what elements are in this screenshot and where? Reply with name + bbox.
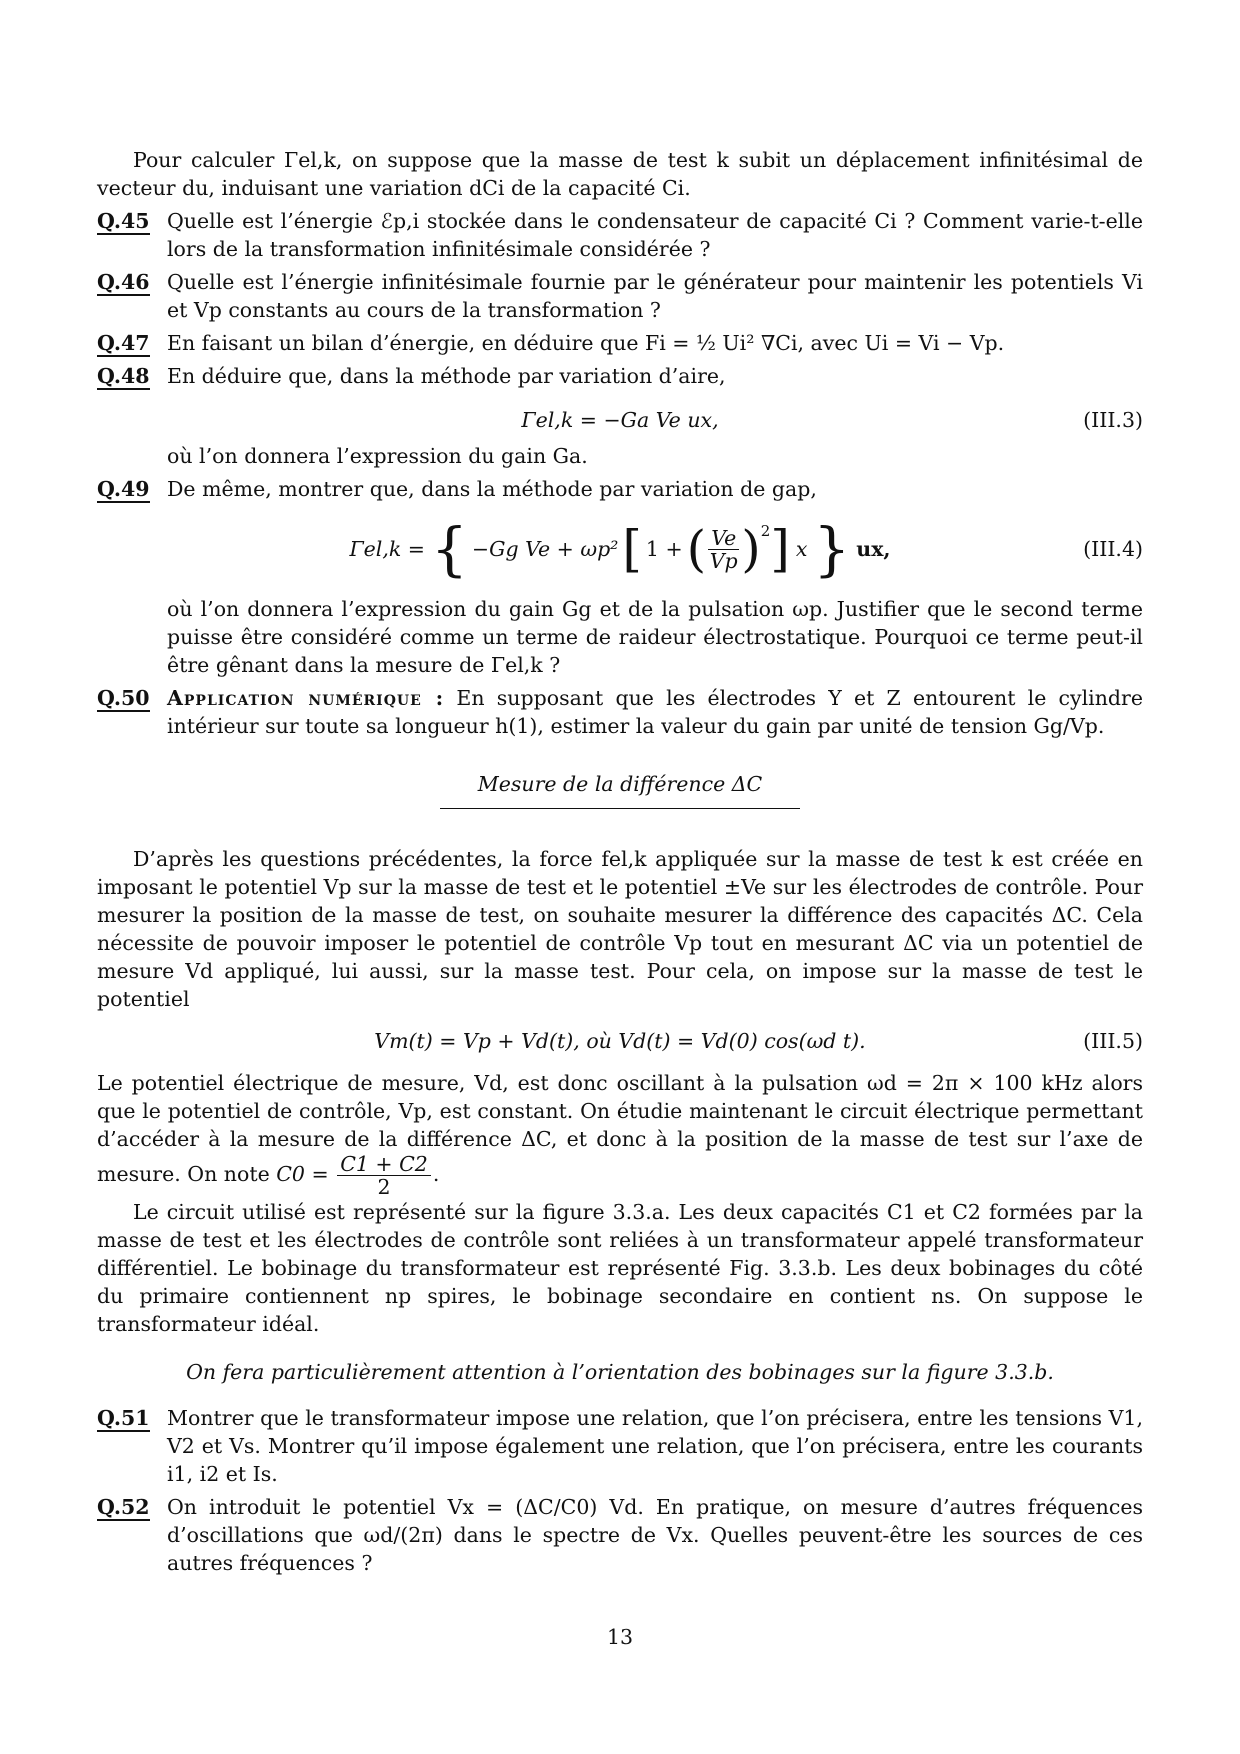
section-heading [97,770,1143,809]
question-number: Q.45 [97,209,150,233]
page-number: 13 [606,1625,634,1649]
question-text: Montrer que le transformateur impose une relation, que l’on précisera, entre les tensions V1, V2 et Vs. Montrer qu’il impose également une relation, que l’on précisera, entre les courants i1, i2 et Is. [167,1406,1143,1486]
section-title: Mesure de la différence ΔC [440,770,800,809]
eq-bracket-open: [ [622,520,642,578]
question-text: En faisant un bilan d’énergie, en déduire que Fi = ½ Ui² ∇Ci, avec Ui = Vi − Vp. [167,331,1005,355]
q48-follow-text: où l’on donnera l’expression du gain Ga. [167,444,588,468]
equation-label: (III.3) [1083,408,1143,432]
question-number: Q.50 [97,686,150,710]
paragraph-potential [97,1069,1143,1198]
application-numerique-label: Application numérique : [167,686,445,710]
question-45 [97,207,1143,263]
question-text: En déduire que, dans la méthode par variation d’aire, [167,364,726,388]
c0-end: . [432,1162,440,1186]
paragraph-force: D’après les questions précédentes, la force fel,k appliquée sur la masse de test k est créée en imposant le potentiel Vp sur la masse de test et le potentiel ±Ve sur les électrodes de contrôle. Pour mesurer la position de la masse de test, on souhaite mesurer la différence des capacités ΔC. Cela nécessite de pouvoir imposer le potentiel de contrôle Vp tout en mesurant ΔC via un potentiel de mesure Vd appliqué, lui aussi, sur la masse test. Pour cela, on impose sur la masse de test le potentiel [97,847,1143,1011]
q49-follow-text: où l’on donnera l’expression du gain Gg et de la pulsation ωp. Justifier que le second terme puisse être considéré comme un terme de raideur électrostatique. Pourquoi ce terme peut-il être gênant dans la mesure de Γel,k ? [167,597,1143,677]
eq-rhs: ux, [856,537,891,561]
page-content [97,146,1143,1577]
eq-paren-close: ) [741,520,761,578]
equation-III3 [97,398,1143,442]
eq-frac-den: Vp [709,548,738,573]
eq-frac-num: Ve [708,527,739,550]
intro-paragraph: Pour calculer Γel,k, on suppose que la masse de test k subit un déplacement infinitésimal de vecteur du, induisant une variation dCi de la capacité Ci. [97,148,1143,200]
eq-term1: −Gg Ve + ωp² [471,537,619,561]
paragraph-circuit: Le circuit utilisé est représenté sur la figure 3.3.a. Les deux capacités C1 et C2 formées par la masse de test et les électrodes de contrôle sont reliées à un transformateur appelé transformateur différentiel. Le bobinage du transformateur est représenté Fig. 3.3.b. Les deux bobinages du côté du primaire contiennent np spires, le bobinage secondaire en contient ns. On suppose le transformateur idéal. [97,1200,1143,1336]
paragraph-potential-text: Le potentiel électrique de mesure, Vd, est donc oscillant à la pulsation ωd = 2π × 100 kHz alors que le potentiel de contrôle, Vp, est constant. On étudie maintenant le circuit électrique permettant d’accéder à la mesure de la différence ΔC, et donc à la position de la masse de test sur l’axe de mesure. On note [97,1071,1143,1186]
question-number: Q.48 [97,364,150,388]
question-51 [97,1404,1143,1488]
eq-bracket-close: ] [770,520,790,578]
eq-fraction [708,527,739,572]
question-number: Q.49 [97,477,150,501]
question-47 [97,329,1143,357]
equation-formula: Vm(t) = Vp + Vd(t), où Vd(t) = Vd(0) cos(ωd t). [374,1029,866,1053]
c0-lhs: C0 = [276,1162,329,1186]
question-50 [97,684,1143,740]
question-text: Quelle est l’énergie infinitésimale fournie par le générateur pour maintenir les potentiels Vi et Vp constants au cours de la transformation ? [167,270,1143,322]
equation-label: (III.4) [1083,537,1143,561]
question-49 [97,475,1143,503]
equation-label: (III.5) [1083,1029,1143,1053]
question-number: Q.47 [97,331,150,355]
eq-x: x [795,537,808,561]
question-48 [97,362,1143,390]
question-number: Q.46 [97,270,150,294]
question-number: Q.52 [97,1495,150,1519]
equation-III5 [97,1019,1143,1063]
question-text: Quelle est l’énergie ℰp,i stockée dans le condensateur de capacité Ci ? Comment varie-t-elle lors de la transformation infinitésimale considérée ? [167,209,1143,261]
equation-formula: Γel,k = −Ga Ve ux, [521,408,719,432]
c0-den: 2 [377,1175,391,1199]
eq-lhs: Γel,k = [349,537,425,561]
question-text: On introduit le potentiel Vx = (ΔC/C0) Vd. En pratique, on mesure d’autres fréquences d’oscillations que ωd/(2π) dans le spectre de Vx. Quelles peuvent-être les sources de ces autres fréquences ? [167,1495,1143,1575]
eq-one-plus: 1 + [645,537,683,561]
question-text: De même, montrer que, dans la méthode par variation de gap, [167,477,817,501]
eq-brace-open: { [430,515,468,583]
question-number: Q.51 [97,1406,150,1430]
eq-brace-close: } [813,515,851,583]
question-text: En supposant que les électrodes Y et Z entourent le cylindre intérieur sur toute sa longueur h(1), estimer la valeur du gain par unité de tension Gg/Vp. [167,686,1143,738]
eq-exponent: 2 [760,522,771,540]
c0-fraction [337,1153,431,1198]
eq-paren-open: ( [686,520,707,578]
question-46 [97,268,1143,324]
c0-num: C1 + C2 [337,1153,431,1176]
equation-III4 [97,503,1143,595]
question-52 [97,1493,1143,1577]
orientation-note: On fera particulièrement attention à l’orientation des bobinages sur la figure 3.3.b. [186,1360,1054,1384]
